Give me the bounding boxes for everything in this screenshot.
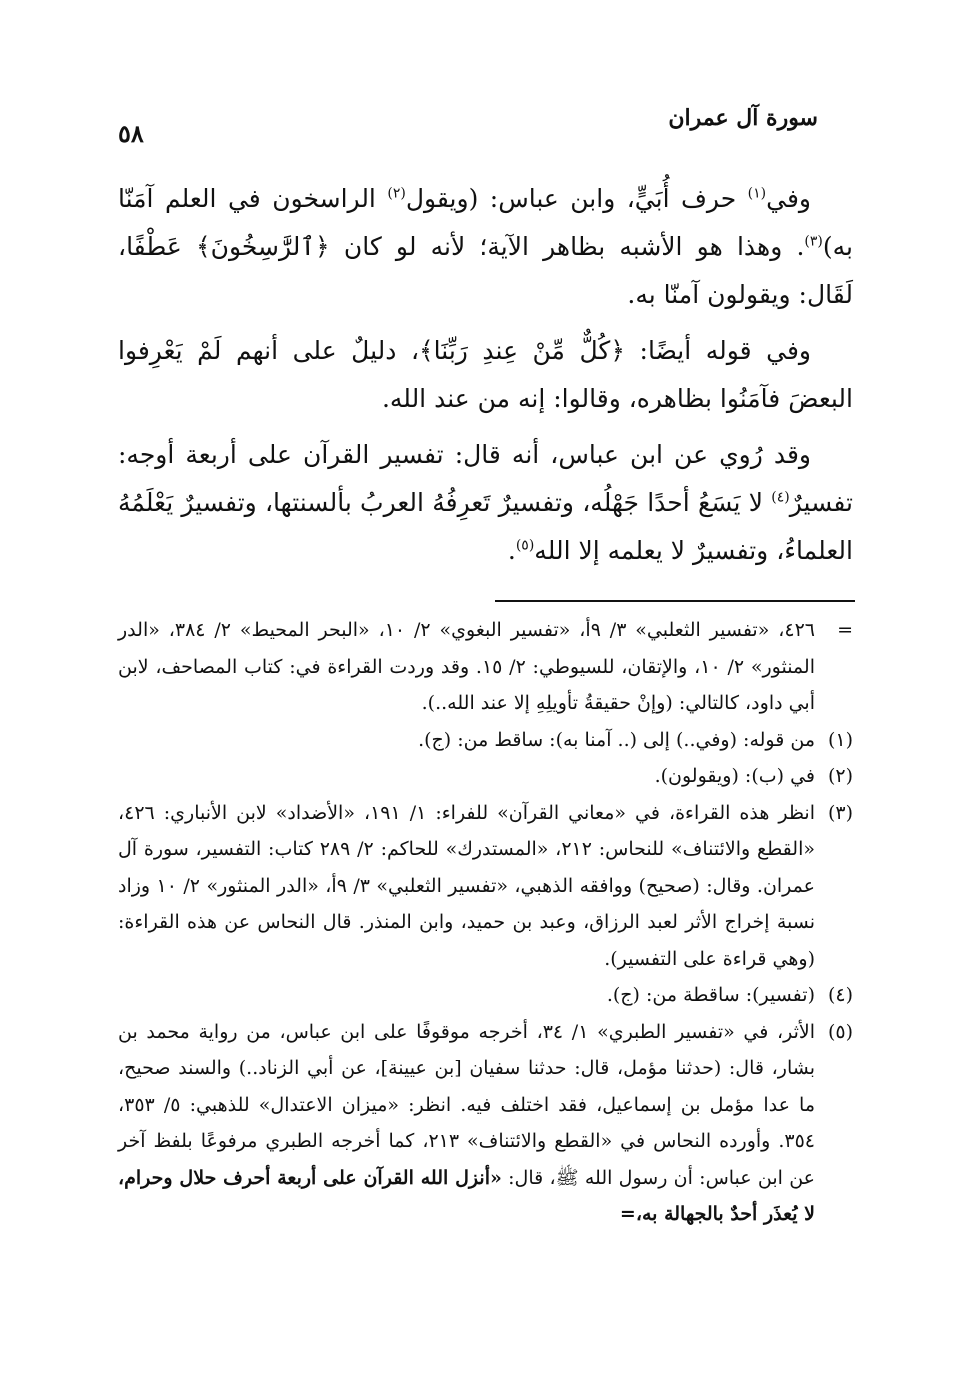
continuation-mark: = bbox=[837, 619, 853, 641]
footnote-5 bbox=[118, 1014, 853, 1233]
footnote-2 bbox=[118, 758, 853, 795]
footnote-number: (٤) bbox=[827, 984, 853, 1006]
page-number: ٥٨ bbox=[118, 119, 144, 148]
footnotes bbox=[118, 612, 853, 1233]
footnote-text: (تفسير): ساقطة من: (ج). bbox=[606, 984, 815, 1006]
footnote-3 bbox=[118, 795, 853, 978]
text-span: حرف أُبَيٍّ، وابن عباس: (ويقول bbox=[405, 184, 748, 213]
paragraph-2: وفي قوله أيضًا: ﴿كُلٌّ مِّنْ عِندِ رَبِّنَا﴾، دليلٌ على أنهم لَمْ يَعْرِفوا البعضَ فآمَنُوا بظاهره، وقالوا: إنه من عند الله. bbox=[118, 336, 853, 413]
text-span: لا يَسَعُ أحدًا جَهْلُه، وتفسيرٌ تَعرِفُهُ العربُ بألسنتها، وتفسيرٌ يَعْلَمُهُ العلماءُ، وتفسيرٌ لا يعلمه إلا الله bbox=[118, 488, 853, 565]
footnote-separator bbox=[495, 600, 855, 602]
footnote-ref-3: (٣) bbox=[804, 233, 823, 250]
footnote-text: الأثر، في «تفسير الطبري» ١/ ٣٤، أخرجه موقوفًا على ابن عباس، من رواية محمد بن بشار، قال: (حدثنا مؤمل، قال: حدثنا سفيان [بن عيينة]، عن أبي الزناد..) والسند صحيح، ما عدا مؤمل بن إسماعيل، فقد اختلف فيه. انظر: «ميزان الاعتدال» للذهبي: ٥/ ٣٥٣، ٣٥٤. وأورده النحاس في «القطع والائتناف» ٢١٣، كما أخرجه الطبري مرفوعًا بلفظ آخر عن ابن عباس: أن رسول الله ﷺ، قال: bbox=[118, 1020, 815, 1189]
footnote-text: ٤٢٦، «تفسير الثعلبي» ٣/ ٩أ، «تفسير البغوي» ٢/ ١٠، «البحر المحيط» ٢/ ٣٨٤، «الدر المنثور» ٢/ ١٠، والإتقان، للسيوطي: ٢/ ١٥. وقد وردت القراءة في: كتاب المصاحف، لابن أبي داود، كالتالي: (وإنْ حقيقةُ تأويلِهِ إلا عند الله..). bbox=[118, 619, 815, 714]
paragraph-3 bbox=[118, 431, 853, 575]
hadith-quote: «أنزل الله القرآن على أربعة أحرف حلال وحرام، لا يُعذَر أحدٌ بالجهالة به،= bbox=[118, 1166, 815, 1225]
footnote-text: من قوله: (وفي..) إلى (.. آمنا به): ساقط من: (ج). bbox=[418, 728, 815, 751]
footnote-ref-4: (٤) bbox=[771, 489, 790, 506]
footnote-text: انظر هذه القراءة، في «معاني القرآن» للفراء: ١/ ١٩١، «الأضداد» لابن الأنباري: ٤٢٦، «القطع والائتناف» للنحاس: ٢١٢، «المستدرك» للحاكم: ٢/ ٢٨٩ كتاب: التفسير، سورة آل عمران. وقال: (صحيح) ووافقه الذهبي، «تفسير الثعلبي» ٣/ ٩أ، «الدر المنثور» ٢/ ١٠ وزاد نسبة إخراج الأثر لعبد الرزاق، وعبد بن حميد، وابن المنذر. قال النحاس عن هذه القراءة: (وهي قراءة على التفسير). bbox=[118, 801, 815, 970]
footnote-4 bbox=[118, 977, 853, 1014]
footnote-ref-1: (١) bbox=[747, 185, 767, 202]
paragraph-1 bbox=[118, 175, 853, 319]
page-header bbox=[118, 105, 818, 155]
footnote-continuation bbox=[118, 612, 853, 722]
footnote-1 bbox=[118, 722, 853, 759]
running-title: سورة آل عمران bbox=[668, 105, 818, 131]
main-text bbox=[118, 175, 853, 583]
footnote-number: (١) bbox=[827, 728, 853, 751]
footnote-ref-2: (٢) bbox=[387, 185, 406, 202]
text-span: وفي bbox=[766, 184, 811, 213]
footnote-number: (٢) bbox=[827, 765, 853, 787]
footnote-ref-5: (٥) bbox=[515, 537, 535, 554]
footnote-number: (٥) bbox=[827, 1020, 853, 1043]
text-span: . bbox=[507, 536, 516, 565]
footnote-number: (٣) bbox=[827, 801, 853, 824]
text-span: . وهذا هو الأشبه بظاهر الآية؛ لأنه لو كان ﴿ٱلرَّٰسِخُونَ﴾ عَطْفًا، لَقَال: ويقولون آمنّا به. bbox=[118, 232, 853, 309]
text-span: وقد رُوي عن ابن عباس، أنه قال: تفسير القرآن على أربعة أوجه: تفسيرٌ bbox=[118, 440, 853, 517]
footnote-text: في (ب): (ويقولون). bbox=[654, 765, 815, 787]
text-span: الراسخون في العلم آمَنّا به) bbox=[118, 184, 853, 261]
